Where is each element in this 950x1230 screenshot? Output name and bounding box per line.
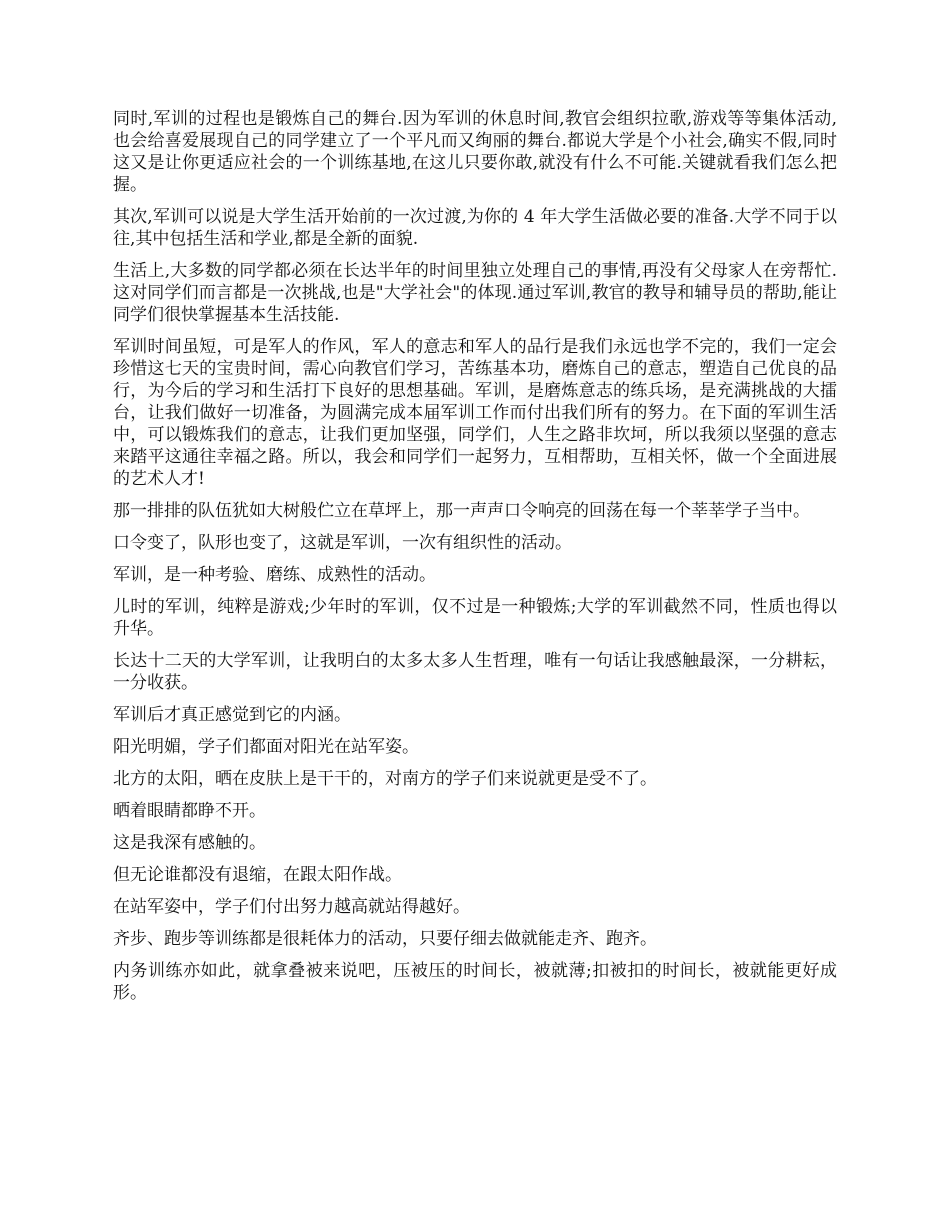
paragraph-1: 同时,军训的过程也是锻炼自己的舞台.因为军训的休息时间,教官会组织拉歌,游戏等等集体活动,也会给喜爱展现自己的同学建立了一个平凡而又绚丽的舞台.都说大学是个小社会,确实不假,同时这又是让你更适应社会的一个训练基地,在这儿只要你敢,就没有什么不可能.关键就看我们怎么把握。 <box>113 109 837 195</box>
paragraph-8: 儿时的军训，纯粹是游戏;少年时的军训，仅不过是一种锻炼;大学的军训截然不同，性质也得以升华。 <box>113 597 837 639</box>
paragraph-10: 军训后才真正感觉到它的内涵。 <box>113 705 351 725</box>
paragraph-14: 这是我深有感触的。 <box>113 833 266 853</box>
paragraph-18: 内务训练亦如此，就拿叠被来说吧，压被压的时间长，被就薄;扣被扣的时间长，被就能更好成形。 <box>113 961 837 1003</box>
paragraph-7: 军训，是一种考验、磨练、成熟性的活动。 <box>113 565 436 585</box>
paragraph-3: 生活上,大多数的同学都必须在长达半年的时间里独立处理自己的事情,再没有父母家人在旁帮忙.这对同学们而言都是一次挑战,也是"大学社会"的体现.通过军训,教官的教导和辅导员的帮助,能让同学们很快掌握基本生活技能. <box>113 261 837 325</box>
paragraph-5: 那一排排的队伍犹如大树般伫立在草坪上，那一声声口令响亮的回荡在每一个莘莘学子当中。 <box>113 501 810 521</box>
paragraph-4: 军训时间虽短，可是军人的作风，军人的意志和军人的品行是我们永远也学不完的，我们一定会珍惜这七天的宝贵时间，需心向教官们学习，苦练基本功，磨炼自己的意志，塑造自己优良的品行，为今后的学习和生活打下良好的思想基础。军训，是磨炼意志的练兵场，是充满挑战的大擂台，让我们做好一切准备，为圆满完成本届军训工作而付出我们所有的努力。在下面的军训生活中，可以锻炼我们的意志，让我们更加坚强，同学们，人生之路非坎坷，所以我须以坚强的意志来踏平这通往幸福之路。所以，我会和同学们一起努力，互相帮助，互相关怀，做一个全面进展的艺术人才! <box>113 337 837 489</box>
paragraph-9: 长达十二天的大学军训，让我明白的太多太多人生哲理，唯有一句话让我感触最深，一分耕耘，一分收获。 <box>113 651 837 693</box>
document-page <box>113 108 837 1014</box>
paragraph-6: 口令变了，队形也变了，这就是军训，一次有组织性的活动。 <box>113 533 572 553</box>
paragraph-16: 在站军姿中，学子们付出努力越高就站得越好。 <box>113 897 470 917</box>
paragraph-11: 阳光明媚，学子们都面对阳光在站军姿。 <box>113 737 419 757</box>
paragraph-13: 晒着眼睛都睁不开。 <box>113 801 266 821</box>
paragraph-2: 其次,军训可以说是大学生活开始前的一次过渡,为你的 4 年大学生活做必要的准备.大学不同于以往,其中包括生活和学业,都是全新的面貌. <box>113 207 837 249</box>
paragraph-12: 北方的太阳，晒在皮肤上是干干的，对南方的学子们来说就更是受不了。 <box>113 769 657 789</box>
paragraph-17: 齐步、跑步等训练都是很耗体力的活动，只要仔细去做就能走齐、跑齐。 <box>113 929 657 949</box>
paragraph-15: 但无论谁都没有退缩，在跟太阳作战。 <box>113 865 402 885</box>
